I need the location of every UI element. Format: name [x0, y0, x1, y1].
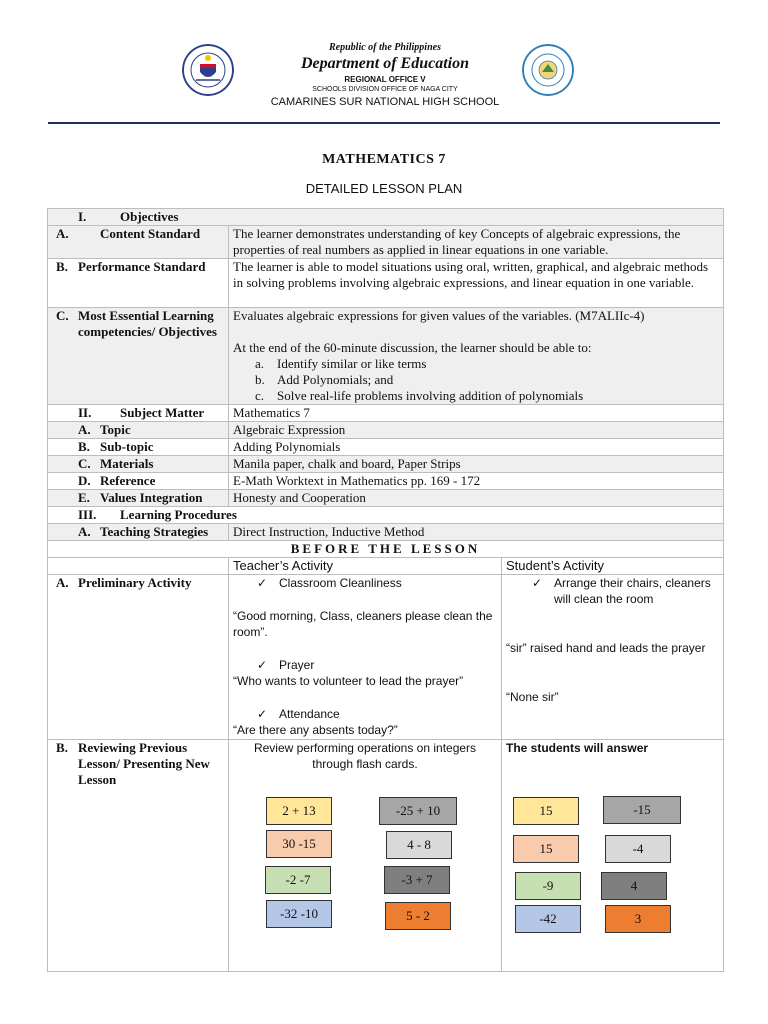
melc-objective-item: b. Add Polynomials; and: [255, 372, 394, 387]
teacher-quote-attendance: “Are there any absents today?”: [233, 723, 398, 737]
check-icon: ✓: [257, 658, 268, 672]
flash-card-teacher: -25 + 10: [379, 797, 457, 825]
flash-card-student: -9: [515, 872, 581, 900]
row-number: II.: [78, 405, 92, 420]
row-teaching-strategies: [48, 524, 724, 541]
subtopic-value: Adding Polynomials: [229, 439, 724, 456]
flash-card-teacher: 5 - 2: [385, 902, 451, 930]
header-divider: [48, 122, 720, 124]
melc-intro: At the end of the 60-minute discussion, the learner should be able to:: [233, 340, 592, 355]
student-check-chairs: Arrange their chairs, cleaners will clean the room: [554, 576, 711, 606]
values-integration-value: Honesty and Cooperation: [229, 490, 724, 507]
student-reply-attendance: “None sir”: [506, 690, 559, 704]
reference-value: E-Math Worktext in Mathematics pp. 169 - 172: [229, 473, 724, 490]
row-number: A.: [78, 422, 91, 437]
page-subtitle: DETAILED LESSON PLAN: [305, 181, 463, 196]
teacher-review-text: Review performing operations on integers through flash cards.: [253, 741, 477, 771]
subject-matter-value: Mathematics 7: [229, 405, 724, 422]
flash-card-student: 3: [605, 905, 671, 933]
row-number: A.: [56, 226, 69, 241]
student-review-text: The students will answer: [502, 740, 724, 972]
row-subject-matter: [48, 405, 724, 422]
content-standard-text: The learner demonstrates understanding of key Concepts of algebraic expressions, the properties of real numbers as applied in linear equations in one variable.: [229, 226, 724, 259]
row-label: Performance Standard: [78, 259, 206, 274]
row-number: B.: [78, 439, 90, 454]
header-republic: Republic of the Philippines: [329, 42, 441, 53]
row-before-lesson: [48, 541, 724, 558]
row-melc: [48, 308, 724, 405]
row-materials: [48, 456, 724, 473]
flash-card-student: 15: [513, 835, 579, 863]
row-label: Objectives: [120, 209, 179, 224]
performance-standard-text: The learner is able to model situations using oral, written, graphical, and algebraic methods in solving problems involving algebraic expressions, and linear equation in one variable.: [229, 259, 724, 308]
before-lesson-heading: BEFORE THE LESSON: [48, 541, 724, 558]
check-icon: ✓: [532, 576, 543, 590]
teacher-check-cleanliness: Classroom Cleanliness: [279, 576, 402, 590]
row-number: A.: [56, 575, 69, 590]
flash-card-student: -42: [515, 905, 581, 933]
flash-card-student: 15: [513, 797, 579, 825]
row-number: C.: [56, 308, 69, 323]
row-label: Most Essential Learning competencies/ Objectives: [78, 308, 217, 339]
row-learning-procedures: [48, 507, 724, 524]
flash-card-teacher: -3 + 7: [384, 866, 450, 894]
teacher-quote-prayer: “Who wants to volunteer to lead the prayer”: [233, 674, 464, 688]
flash-card-teacher: -32 -10: [266, 900, 332, 928]
header-department: Department of Education: [300, 55, 469, 72]
row-reference: [48, 473, 724, 490]
row-label: Content Standard: [100, 226, 201, 241]
flash-card-student: 4: [601, 872, 667, 900]
row-content-standard: [48, 226, 724, 259]
row-number: A.: [78, 524, 91, 539]
teacher-check-attendance: Attendance: [279, 707, 340, 721]
row-label: Preliminary Activity: [78, 575, 192, 590]
row-label: Topic: [100, 422, 131, 437]
row-label: Values Integration: [100, 490, 203, 505]
melc-objective-item: a. Identify similar or like terms: [255, 356, 427, 371]
flash-card-teacher: 2 + 13: [266, 797, 332, 825]
check-icon: ✓: [257, 576, 268, 590]
row-label: Subject Matter: [120, 405, 205, 420]
row-label: Teaching Strategies: [100, 524, 209, 539]
teacher-quote-greeting: “Good morning, Class, cleaners please clean the room”.: [233, 609, 493, 639]
row-topic: [48, 422, 724, 439]
teacher-activity-header: Teacher’s Activity: [229, 558, 502, 575]
row-number: I.: [78, 209, 87, 224]
row-subtopic: [48, 439, 724, 456]
row-label: Reviewing Previous Lesson/ Presenting New Lesson: [78, 740, 210, 787]
header-division: SCHOOLS DIVISION OFFICE OF NAGA CITY: [312, 86, 458, 93]
flash-card-student: -15: [603, 796, 681, 824]
row-number: III.: [78, 507, 97, 522]
check-icon: ✓: [257, 707, 268, 721]
header-school: CAMARINES SUR NATIONAL HIGH SCHOOL: [270, 96, 500, 108]
materials-value: Manila paper, chalk and board, Paper Strips: [229, 456, 724, 473]
school-seal-logo: [522, 44, 574, 96]
row-number: B.: [56, 259, 68, 274]
row-label: Reference: [100, 473, 156, 488]
topic-value: Algebraic Expression: [229, 422, 724, 439]
row-label: Learning Procedures: [120, 507, 237, 522]
row-values-integration: [48, 490, 724, 507]
student-reply-prayer: “sir” raised hand and leads the prayer: [506, 641, 706, 655]
flash-card-student: -4: [605, 835, 671, 863]
row-number: B.: [56, 740, 68, 755]
flash-card-teacher: 4 - 8: [386, 831, 452, 859]
row-preliminary-activity: [48, 575, 724, 740]
melc-objective-item: c. Solve real-life problems involving addition of polynomials: [255, 388, 584, 403]
melc-text: Evaluates algebraic expressions for given values of the variables. (M7ALIIc-4): [233, 308, 645, 323]
teacher-check-prayer: Prayer: [279, 658, 315, 672]
row-number: D.: [78, 473, 91, 488]
row-activity-headers: [48, 558, 724, 575]
row-number: E.: [78, 490, 90, 505]
teaching-strategies-value: Direct Instruction, Inductive Method: [229, 524, 724, 541]
flash-card-teacher: -2 -7: [265, 866, 331, 894]
flash-card-teacher: 30 -15: [266, 830, 332, 858]
row-number: C.: [78, 456, 91, 471]
page-title: MATHEMATICS 7: [322, 152, 446, 167]
row-label: Sub-topic: [100, 439, 154, 454]
row-performance-standard: [48, 259, 724, 308]
row-label: Materials: [100, 456, 154, 471]
student-activity-header: Student’s Activity: [502, 558, 724, 575]
row-objectives: [48, 209, 724, 226]
header-regional-office: REGIONAL OFFICE V: [344, 75, 426, 84]
